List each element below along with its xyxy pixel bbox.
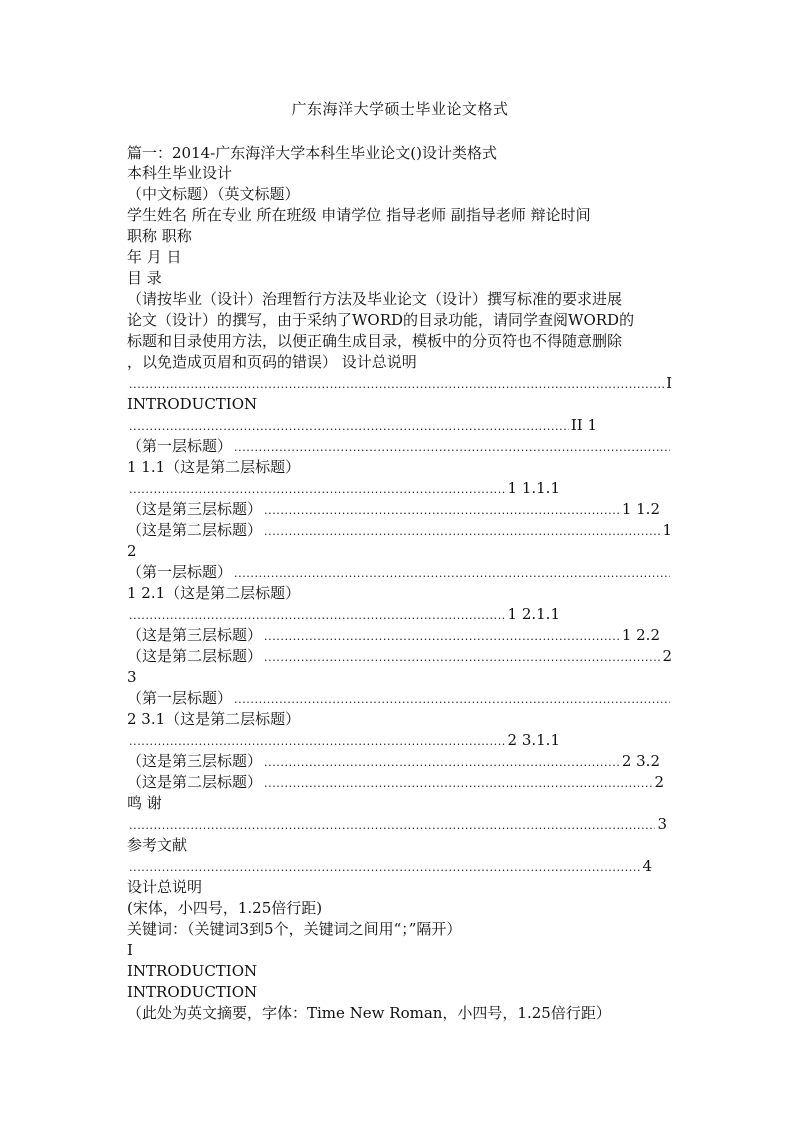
intro-line: 年 月 日 [127,248,182,266]
toc-entry: （第一层标题） ..... [127,436,672,458]
intro-line: （请按毕业（设计）治理暂行方法及毕业论文（设计）撰写标准的要求进展 [127,290,623,308]
toc-entry: （这是第二层标题） ..... 2 [127,646,672,668]
toc-entry: ..... 1 1.1.1 [127,478,560,500]
toc-entry: 2 3.1（这是第二层标题） [127,710,301,728]
toc-entry: INTRODUCTION [127,395,258,413]
toc-entry: （这是第二层标题） ..... 2 [127,772,664,794]
body-line: INTRODUCTION [127,983,258,1001]
toc-entry: 1 2.1（这是第二层标题） [127,584,301,602]
body-line: 设计总说明 [127,878,203,896]
toc-entry: ..... II 1 [127,415,597,437]
intro-line: 篇一：2014-广东海洋大学本科生毕业论文()设计类格式 [127,144,497,162]
toc-entry: ..... 4 [127,856,652,878]
body-line: 关键词：（关键词3到5个，关键词之间用“；”隔开） [127,920,462,938]
toc-entry: （这是第三层标题） ..... 1 1.2 [127,499,660,521]
intro-line: 目 录 [127,269,162,287]
toc-entry: （第一层标题） ..... [127,562,672,584]
intro-line: ，以免造成页眉和页码的错误） 设计总说明 [127,353,417,371]
toc-entry: 参考文献 [127,836,188,854]
document-title: 广东海洋大学硕士毕业论文格式 [291,100,509,118]
intro-line: 学生姓名 所在专业 所在班级 申请学位 指导老师 副指导老师 辩论时间 [127,206,591,224]
toc-entry: 3 [127,668,137,686]
toc-entry: 鸣 谢 [127,794,162,812]
toc-entry: 2 [127,542,137,560]
toc-entry: ..... I [127,373,672,395]
body-line: (宋体，小四号，1.25倍行距) [127,899,323,917]
intro-line: 标题和目录使用方法，以便正确生成目录，模板中的分页符也不得随意删除 [127,332,623,350]
intro-line: 论文（设计）的撰写，由于采纳了WORD的目录功能，请同学查阅WORD的 [127,311,635,329]
toc-entry: ..... 3 [127,814,667,836]
toc-entry: （这是第三层标题） ..... 2 3.2 [127,751,660,773]
intro-line: 本科生毕业设计 [127,164,233,182]
body-line: INTRODUCTION [127,962,258,980]
intro-line: 职称 职称 [127,227,192,245]
toc-entry: 1 1.1（这是第二层标题） [127,458,301,476]
intro-line: （中文标题）（英文标题） [127,185,300,203]
toc-entry: （第一层标题） ..... [127,688,672,710]
toc-entry: （这是第二层标题） ..... 1 [127,520,672,542]
toc-entry: （这是第三层标题） ..... 1 2.2 [127,625,660,647]
toc-entry: ..... 1 2.1.1 [127,604,560,626]
toc-entry: ..... 2 3.1.1 [127,730,560,752]
body-line: （此处为英文摘要，字体：Time New Roman，小四号，1.25倍行距） [127,1004,611,1022]
body-line: I [127,941,133,959]
